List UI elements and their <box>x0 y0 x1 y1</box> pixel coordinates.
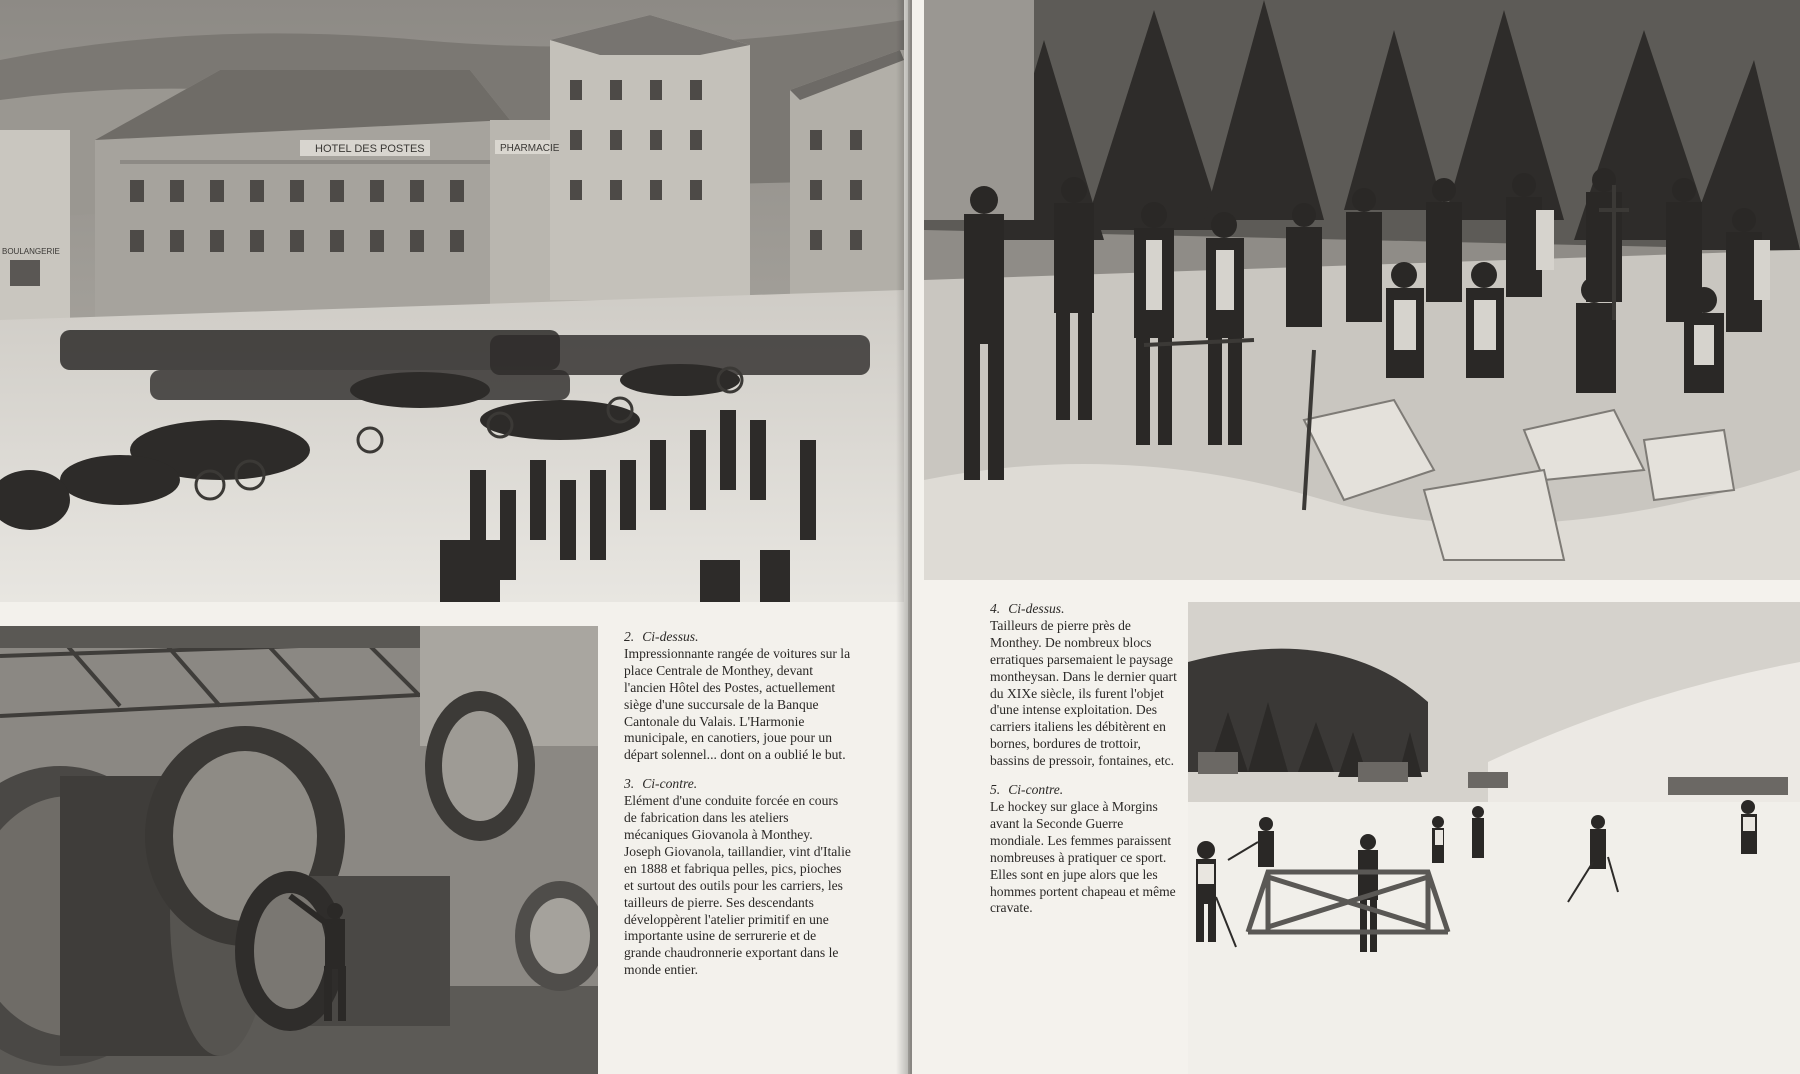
caption-2-number: 2. <box>624 629 635 644</box>
caption-5-text: Le hockey sur glace à Morgins avant la Seconde Guerre mondiale. Les femmes paraissent nombreuses à pratiquer ce sport. Elles sont en jupe alors que les hommes portent chapeau et même cravate. <box>990 798 1176 916</box>
caption-column-right <box>990 601 1180 929</box>
sign-boulangerie: BOULANGERIE <box>2 247 60 256</box>
caption-5-label: Ci-contre. <box>1008 782 1064 798</box>
caption-5-number: 5. <box>990 782 1001 798</box>
caption-2-text: Impressionnante rangée de voitures sur la place Centrale de Monthey, devant l'ancien Hôtel des Postes, actuellement siège d'une succursale de la Banque Cantonale du Valais. L'Harmonie municipale, en canotiers, joue pour un départ solennel... dont on a oublié le but. <box>624 645 851 763</box>
caption-4-label: Ci-dessus. <box>1008 601 1065 616</box>
sign-hotel-des-postes: HOTEL DES POSTES <box>315 143 425 155</box>
caption-4-number: 4. <box>990 601 1001 616</box>
caption-3-number: 3. <box>624 776 635 792</box>
caption-2 <box>624 629 852 764</box>
caption-5 <box>990 782 1180 917</box>
caption-3 <box>624 776 852 979</box>
sign-pharmacie: PHARMACIE <box>500 143 560 154</box>
photo-stone-cutters <box>924 0 1800 580</box>
right-page <box>912 0 1800 1074</box>
photo-giovanola-workshop <box>0 626 598 1074</box>
photo-town-square <box>0 0 904 602</box>
caption-column-left <box>624 629 852 991</box>
caption-4 <box>990 601 1180 770</box>
caption-3-label: Ci-contre. <box>642 776 698 792</box>
photo-ice-hockey-morgins <box>1188 602 1800 1074</box>
caption-4-text: Tailleurs de pierre près de Monthey. De nombreux blocs erratiques parsemaient le paysage montheysan. Dans le dernier quart du XIXe siècle, ils furent l'objet d'une intense exploitation. Des carriers italiens les débitèrent en bornes, bordures de trottoir, bassins de pressoir, fontaines, etc. <box>990 617 1177 769</box>
caption-2-label: Ci-dessus. <box>642 629 699 644</box>
caption-3-text: Elément d'une conduite forcée en cours de fabrication dans les ateliers mécaniques Giovanola à Monthey. Joseph Giovanola, taillandier, vint d'Italie en 1888 et fabriqua pelles, pics, pioches et surtout des outils pour les carriers, les tailleurs de pierre. Ses descendants développèrent l'atelier primitif en une importante usine de serrurerie et de grande chaudronnerie exportant dans le monde entier. <box>624 793 851 978</box>
